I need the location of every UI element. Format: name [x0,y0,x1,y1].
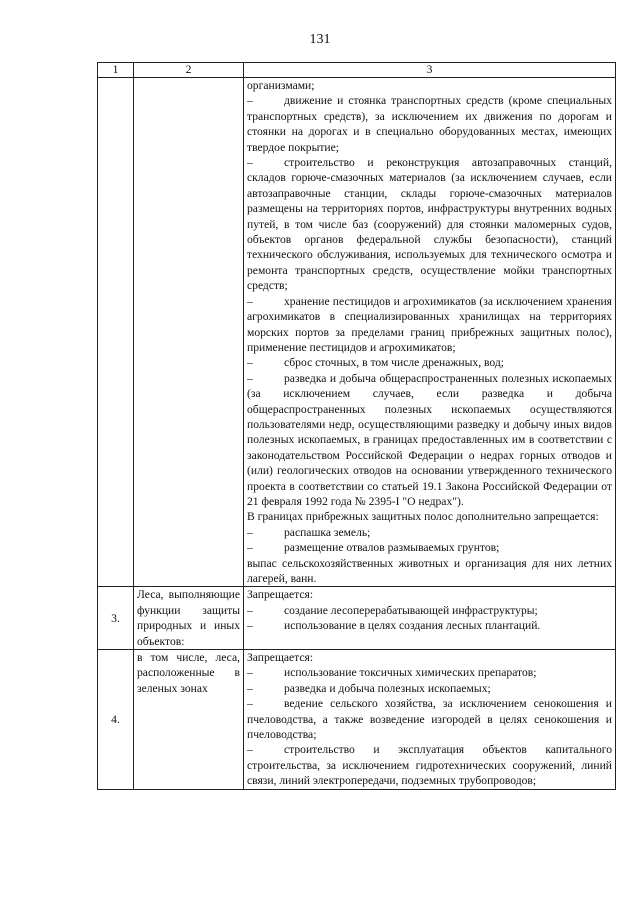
dash-bullet: – [247,541,253,555]
restrictions-cell [244,650,616,790]
header-cell-1: 1 [98,63,134,78]
restriction-item-text: размещение отвалов размываемых грунтов; [284,541,500,555]
restriction-item-text: ведение сельского хозяйства, за исключением сенокошения и пчеловодства, а также возведение изгородей в целях сенокошения и пчеловодства; [247,697,612,742]
restriction-item [247,355,612,370]
row-number-cell [98,78,134,587]
restriction-paragraph: В границах прибрежных защитных полос дополнительно запрещается: [247,510,599,524]
restriction-item [247,294,612,356]
dash-bullet: – [247,697,253,711]
dash-bullet: – [247,294,253,308]
forest-category-cell [134,78,244,587]
restriction-paragraph: Запрещается: [247,651,314,665]
restriction-item-text: разведка и добыча общераспространенных полезных ископаемых (за исключением случаев, если разведка и добыча общераспространенных полезных ископаемых осуществляются пользователями недр, осуществляющими разведку и добычу иных видов полезных ископаемых, в границах предоставленных им в соответствии с законодательством Российской Федерации о недрах горных отводов и (или) геологических отводов на основании утвержденного технического проекта в соответствии со статьей 19.1 Закона Российской Федерации от 21 февраля 1992 года № 2395-I "О недрах"). [247,371,612,508]
restriction-item [247,696,612,742]
header-cell-3: 3 [244,63,616,78]
dash-bullet: – [247,743,253,757]
forest-category-cell: в том числе, леса, расположенные в зеленых зонах [134,650,244,790]
dash-bullet: – [247,356,253,370]
restriction-item-text: создание лесоперерабатывающей инфраструктуры; [284,603,538,617]
restriction-item [247,665,612,680]
restriction-item-text: использование токсичных химических препаратов; [284,666,537,680]
restriction-item-text: сброс сточных, в том числе дренажных, вод; [284,356,504,370]
restriction-paragraph: Запрещается: [247,588,314,602]
row-number-cell: 3. [98,587,134,650]
restriction-item [247,371,612,510]
restriction-item [247,93,612,155]
restriction-item-text: строительство и реконструкция автозаправочных станций, складов горюче-смазочных материалов (за исключением случаев, если автозаправочные станции, склады горюче-смазочных материалов размещены на территориях портов, инфраструктуры внутренних водных путей, в том числе баз (сооружений) для стоянки маломерных судов, объектов органов федеральной службы безопасности), станций технического обслуживания, используемых для технического осмотра и ремонта транспортных средств, осуществление мойки транспортных средств; [247,156,612,293]
table-row [98,78,616,587]
forest-category-cell: Леса, выполняющие функции защиты природных и иных объектов: [134,587,244,650]
dash-bullet: – [247,666,253,680]
dash-bullet: – [247,603,253,617]
restriction-item-text: движение и стоянка транспортных средств (кроме специальных транспортных средств), за исключением их движения по дорогам и стоянки на дорогах и в специально оборудованных местах, имеющих твердое покрытие; [247,94,612,154]
table-row [98,650,616,790]
restrictions-cell [244,587,616,650]
restriction-item-text: распашка земель; [284,525,371,539]
restriction-paragraph: организмами; [247,79,315,92]
dash-bullet: – [247,525,253,539]
restriction-item-text: использование в целях создания лесных плантаций. [284,619,541,633]
dash-bullet: – [247,94,253,108]
page-number: 131 [309,32,331,47]
restriction-item [247,155,612,294]
restriction-paragraph: выпас сельскохозяйственных животных и организация для них летних лагерей, ванн. [247,556,612,585]
table-row [98,587,616,650]
restriction-item [247,525,612,540]
restriction-item [247,540,612,555]
restriction-item-text: хранение пестицидов и агрохимикатов (за исключением хранения агрохимикатов в специализированных хранилищах на территориях морских портов за пределами границ прибрежных защитных полос), применение пестицидов и агрохимикатов; [247,294,612,354]
restrictions-cell [244,78,616,587]
table-header-row [98,63,616,78]
restriction-item-text: строительство и эксплуатация объектов капитального строительства, за исключением гидротехнических сооружений, линий связи, линий электропередачи, подземных трубопроводов; [247,743,612,788]
dash-bullet: – [247,681,253,695]
row-number-cell: 4. [98,650,134,790]
header-cell-2: 2 [134,63,244,78]
restriction-item-text: разведка и добыча полезных ископаемых; [284,681,491,695]
restriction-item [247,742,612,788]
restriction-item [247,603,612,618]
regulations-table [97,62,616,790]
dash-bullet: – [247,371,253,385]
dash-bullet: – [247,156,253,170]
restriction-item [247,681,612,696]
dash-bullet: – [247,619,253,633]
restriction-item [247,618,612,633]
